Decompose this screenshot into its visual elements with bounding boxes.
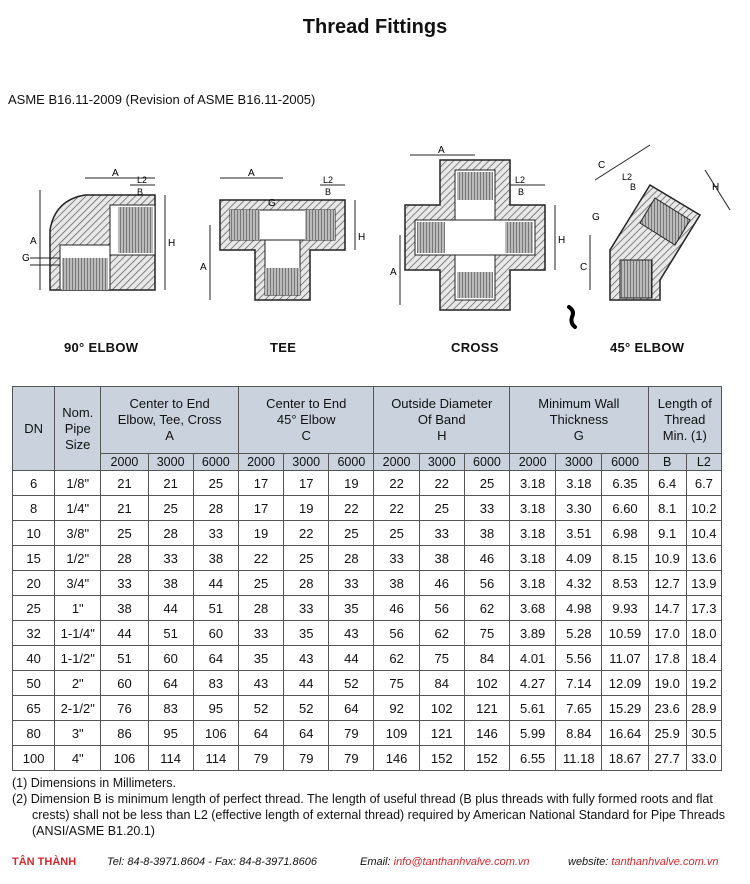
- table-cell: 51: [148, 621, 193, 646]
- table-cell: 38: [193, 546, 238, 571]
- table-cell: 38: [101, 596, 148, 621]
- col-header-dn: DN: [13, 387, 55, 471]
- table-cell: 38: [419, 546, 464, 571]
- svg-text:C: C: [580, 262, 588, 273]
- table-cell: 7.65: [556, 696, 602, 721]
- table-cell: 5.56: [556, 646, 602, 671]
- table-row: [13, 721, 722, 746]
- table-cell: 8.1: [648, 496, 686, 521]
- table-cell: 64: [193, 646, 238, 671]
- col-header-a: Center to End Elbow, Tee, Cross A: [101, 387, 239, 454]
- table-row: [13, 746, 722, 771]
- table-cell: 22: [374, 471, 419, 496]
- table-cell: 3.18: [510, 471, 556, 496]
- cell-nps: 3/4": [55, 571, 101, 596]
- svg-text:L2: L2: [515, 175, 526, 185]
- table-cell: 56: [374, 621, 419, 646]
- table-cell: 43: [329, 621, 374, 646]
- table-cell: 25.9: [648, 721, 686, 746]
- cell-dn: 32: [13, 621, 55, 646]
- cell-nps: 1": [55, 596, 101, 621]
- cell-nps: 3": [55, 721, 101, 746]
- table-cell: 51: [101, 646, 148, 671]
- cell-dn: 8: [13, 496, 55, 521]
- tee-drawing: [200, 168, 365, 300]
- cell-dn: 100: [13, 746, 55, 771]
- svg-text:A: A: [248, 168, 255, 179]
- cell-dn: 10: [13, 521, 55, 546]
- cell-dn: 80: [13, 721, 55, 746]
- table-cell: 25: [238, 571, 283, 596]
- table-cell: 33: [464, 496, 509, 521]
- table-cell: 56: [419, 596, 464, 621]
- table-cell: 23.6: [648, 696, 686, 721]
- table-cell: 152: [464, 746, 509, 771]
- cell-nps: 1/8": [55, 471, 101, 496]
- table-cell: 12.7: [648, 571, 686, 596]
- table-cell: 15.29: [602, 696, 648, 721]
- svg-text:L2: L2: [622, 172, 633, 182]
- label-tee: TEE: [270, 340, 297, 355]
- email-label: Email:: [360, 856, 394, 868]
- table-cell: 28: [238, 596, 283, 621]
- table-cell: 83: [148, 696, 193, 721]
- table-cell: 30.5: [686, 721, 721, 746]
- table-cell: 60: [148, 646, 193, 671]
- table-cell: 19.2: [686, 671, 721, 696]
- table-cell: 75: [419, 646, 464, 671]
- table-cell: 28: [193, 496, 238, 521]
- table-cell: 3.18: [510, 571, 556, 596]
- table-cell: 3.30: [556, 496, 602, 521]
- table-cell: 17.0: [648, 621, 686, 646]
- table-cell: 17: [284, 471, 329, 496]
- table-cell: 25: [329, 521, 374, 546]
- table-cell: 43: [284, 646, 329, 671]
- table-cell: 10.9: [648, 546, 686, 571]
- col-header-h: Outside Diameter Of Band H: [374, 387, 510, 454]
- table-cell: 22: [374, 496, 419, 521]
- table-cell: 75: [464, 621, 509, 646]
- table-cell: 95: [193, 696, 238, 721]
- table-cell: 22: [284, 521, 329, 546]
- table-cell: 102: [419, 696, 464, 721]
- table-cell: 10.4: [686, 521, 721, 546]
- table-cell: 3.68: [510, 596, 556, 621]
- table-cell: 60: [193, 621, 238, 646]
- table-cell: 64: [329, 696, 374, 721]
- table-cell: 86: [101, 721, 148, 746]
- table-cell: 64: [284, 721, 329, 746]
- table-cell: 33: [238, 621, 283, 646]
- standard-subtitle: ASME B16.11-2009 (Revision of ASME B16.11-2005): [8, 92, 316, 107]
- svg-text:B: B: [630, 182, 637, 192]
- table-cell: 19: [238, 521, 283, 546]
- table-body: [13, 471, 722, 771]
- table-cell: 102: [464, 671, 509, 696]
- grade-header-cell: 2000: [101, 454, 148, 471]
- grade-header-cell: 3000: [284, 454, 329, 471]
- table-cell: 13.6: [686, 546, 721, 571]
- website-link[interactable]: tanthanhvalve.com.vn: [611, 856, 719, 868]
- svg-text:G: G: [592, 212, 600, 223]
- table-cell: 3.18: [510, 496, 556, 521]
- table-row: [13, 496, 722, 521]
- table-cell: 12.09: [602, 671, 648, 696]
- table-cell: 106: [101, 746, 148, 771]
- table-cell: 25: [464, 471, 509, 496]
- table-cell: 4.27: [510, 671, 556, 696]
- table-cell: 6.98: [602, 521, 648, 546]
- table-cell: 3.18: [510, 546, 556, 571]
- table-cell: 8.15: [602, 546, 648, 571]
- table-cell: 11.07: [602, 646, 648, 671]
- table-cell: 3.18: [510, 521, 556, 546]
- table-cell: 3.18: [556, 471, 602, 496]
- svg-text:H: H: [558, 235, 566, 246]
- label-90-elbow: 90° ELBOW: [64, 340, 139, 355]
- table-cell: 18.4: [686, 646, 721, 671]
- table-cell: 25: [101, 521, 148, 546]
- table-cell: 25: [193, 471, 238, 496]
- table-cell: 33: [329, 571, 374, 596]
- table-cell: 25: [148, 496, 193, 521]
- dim-label-h: H: [168, 238, 176, 249]
- table-cell: 38: [374, 571, 419, 596]
- grade-header-cell: L2: [686, 454, 721, 471]
- svg-text:B: B: [325, 187, 332, 197]
- cell-dn: 65: [13, 696, 55, 721]
- table-cell: 114: [193, 746, 238, 771]
- table-cell: 25: [419, 496, 464, 521]
- table-cell: 146: [374, 746, 419, 771]
- table-cell: 84: [419, 671, 464, 696]
- table-cell: 109: [374, 721, 419, 746]
- footnotes: [12, 775, 732, 839]
- fitting-drawings: [0, 140, 750, 340]
- label-cross: CROSS: [451, 340, 499, 355]
- table-cell: 52: [284, 696, 329, 721]
- table-cell: 35: [284, 621, 329, 646]
- table-cell: 4.98: [556, 596, 602, 621]
- cell-nps: 1-1/4": [55, 621, 101, 646]
- table-cell: 25: [374, 521, 419, 546]
- table-cell: 10.2: [686, 496, 721, 521]
- grade-header-cell: 6000: [464, 454, 509, 471]
- table-cell: 44: [148, 596, 193, 621]
- table-cell: 52: [238, 696, 283, 721]
- table-cell: 5.28: [556, 621, 602, 646]
- table-cell: 33: [284, 596, 329, 621]
- table-cell: 9.93: [602, 596, 648, 621]
- table-cell: 79: [284, 746, 329, 771]
- table-row: [13, 521, 722, 546]
- table-row: [13, 646, 722, 671]
- table-cell: 19: [284, 496, 329, 521]
- svg-text:H: H: [712, 182, 720, 193]
- table-cell: 6.4: [648, 471, 686, 496]
- table-cell: 21: [101, 496, 148, 521]
- table-cell: 22: [238, 546, 283, 571]
- table-cell: 25: [284, 546, 329, 571]
- table-cell: 44: [284, 671, 329, 696]
- table-row: [13, 621, 722, 646]
- grade-header-cell: 2000: [238, 454, 283, 471]
- cell-dn: 15: [13, 546, 55, 571]
- table-cell: 52: [329, 671, 374, 696]
- table-cell: 6.7: [686, 471, 721, 496]
- table-cell: 17: [238, 471, 283, 496]
- table-cell: 79: [329, 746, 374, 771]
- table-cell: 19.0: [648, 671, 686, 696]
- dim-label-a: A: [30, 236, 37, 247]
- table-cell: 17: [238, 496, 283, 521]
- dim-label-b: B: [137, 187, 144, 197]
- table-cell: 3.89: [510, 621, 556, 646]
- elbow-90-drawing: [22, 168, 175, 290]
- col-header-c: Center to End 45° Elbow C: [238, 387, 374, 454]
- table-cell: 6.35: [602, 471, 648, 496]
- table-cell: 35: [329, 596, 374, 621]
- footer-phone: Tel: 84-8-3971.8604 - Fax: 84-8-3971.8606: [107, 856, 317, 868]
- table-cell: 56: [464, 571, 509, 596]
- svg-text:C: C: [598, 160, 606, 171]
- table-cell: 27.7: [648, 746, 686, 771]
- table-cell: 46: [374, 596, 419, 621]
- table-row: [13, 471, 722, 496]
- svg-text:G: G: [268, 198, 276, 209]
- table-cell: 44: [193, 571, 238, 596]
- table-cell: 4.01: [510, 646, 556, 671]
- cell-nps: 1/4": [55, 496, 101, 521]
- table-cell: 28: [284, 571, 329, 596]
- cell-nps: 4": [55, 746, 101, 771]
- table-cell: 21: [148, 471, 193, 496]
- table-cell: 17.3: [686, 596, 721, 621]
- table-row: [13, 546, 722, 571]
- table-cell: 13.9: [686, 571, 721, 596]
- cell-dn: 40: [13, 646, 55, 671]
- footnote-1: (1) Dimensions in Millimeters.: [12, 776, 176, 790]
- table-cell: 62: [464, 596, 509, 621]
- table-cell: 35: [238, 646, 283, 671]
- svg-text:A: A: [438, 145, 445, 156]
- website-label: website:: [568, 856, 612, 868]
- table-cell: 79: [329, 721, 374, 746]
- table-cell: 18.0: [686, 621, 721, 646]
- table-cell: 62: [419, 621, 464, 646]
- svg-text:B: B: [518, 187, 525, 197]
- table-cell: 114: [148, 746, 193, 771]
- label-45-elbow: 45° ELBOW: [610, 340, 685, 355]
- grade-header-cell: 2000: [374, 454, 419, 471]
- table-cell: 5.99: [510, 721, 556, 746]
- table-cell: 76: [101, 696, 148, 721]
- table-cell: 79: [238, 746, 283, 771]
- cell-nps: 2-1/2": [55, 696, 101, 721]
- table-cell: 60: [101, 671, 148, 696]
- table-cell: 18.67: [602, 746, 648, 771]
- table-cell: 33.0: [686, 746, 721, 771]
- table-cell: 95: [148, 721, 193, 746]
- table-cell: 28: [148, 521, 193, 546]
- grade-header-cell: 6000: [329, 454, 374, 471]
- svg-text:A: A: [200, 262, 207, 273]
- col-header-thread: Length of Thread Min. (1): [648, 387, 721, 454]
- table-cell: 33: [148, 546, 193, 571]
- footnote-2: (2) Dimension B is minimum length of perfect thread. The length of useful thread (B plus threads with fully formed roots and flat crests) shall not be less than L2 (effective length of external thread) required by American National Standard for Pipe Threads (ANSI/ASME B1.20.1): [12, 792, 725, 838]
- table-cell: 7.14: [556, 671, 602, 696]
- elbow-45-drawing: [580, 145, 730, 300]
- cell-dn: 50: [13, 671, 55, 696]
- svg-text:A: A: [390, 267, 397, 278]
- table-cell: 92: [374, 696, 419, 721]
- grade-header-row: [13, 454, 722, 471]
- col-header-nps: Nom. Pipe Size: [55, 387, 101, 471]
- table-cell: 75: [374, 671, 419, 696]
- table-cell: 22: [329, 496, 374, 521]
- table-cell: 33: [419, 521, 464, 546]
- table-cell: 152: [419, 746, 464, 771]
- dim-label-a: A: [112, 168, 119, 179]
- cell-nps: 1-1/2": [55, 646, 101, 671]
- table-cell: 62: [374, 646, 419, 671]
- table-cell: 146: [464, 721, 509, 746]
- table-cell: 28.9: [686, 696, 721, 721]
- dim-label-l2: L2: [137, 175, 148, 185]
- table-cell: 28: [101, 546, 148, 571]
- cell-nps: 2": [55, 671, 101, 696]
- cross-drawing: [390, 145, 565, 310]
- table-cell: 14.7: [648, 596, 686, 621]
- table-cell: 106: [193, 721, 238, 746]
- table-cell: 38: [148, 571, 193, 596]
- table-cell: 19: [329, 471, 374, 496]
- table-cell: 16.64: [602, 721, 648, 746]
- table-cell: 64: [148, 671, 193, 696]
- table-cell: 4.32: [556, 571, 602, 596]
- table-row: [13, 696, 722, 721]
- table-cell: 84: [464, 646, 509, 671]
- mouse-cursor-mark: [566, 305, 580, 329]
- table-cell: 51: [193, 596, 238, 621]
- cell-nps: 3/8": [55, 521, 101, 546]
- grade-header-cell: 3000: [148, 454, 193, 471]
- table-cell: 121: [419, 721, 464, 746]
- svg-text:H: H: [358, 232, 366, 243]
- table-cell: 64: [238, 721, 283, 746]
- table-cell: 11.18: [556, 746, 602, 771]
- dimension-table: [12, 386, 722, 771]
- cell-dn: 20: [13, 571, 55, 596]
- table-cell: 38: [464, 521, 509, 546]
- table-cell: 3.51: [556, 521, 602, 546]
- grade-header-cell: 3000: [419, 454, 464, 471]
- table-cell: 8.84: [556, 721, 602, 746]
- grade-header-cell: 3000: [556, 454, 602, 471]
- table-cell: 5.61: [510, 696, 556, 721]
- table-cell: 83: [193, 671, 238, 696]
- table-cell: 28: [329, 546, 374, 571]
- table-row: [13, 596, 722, 621]
- grade-header-cell: 2000: [510, 454, 556, 471]
- table-cell: 33: [193, 521, 238, 546]
- table-cell: 8.53: [602, 571, 648, 596]
- grade-header-cell: B: [648, 454, 686, 471]
- table-cell: 17.8: [648, 646, 686, 671]
- table-cell: 21: [101, 471, 148, 496]
- email-link[interactable]: info@tanthanhvalve.com.vn: [393, 856, 530, 868]
- table-cell: 121: [464, 696, 509, 721]
- table-cell: 22: [419, 471, 464, 496]
- table-cell: 44: [101, 621, 148, 646]
- table-cell: 10.59: [602, 621, 648, 646]
- grade-header-cell: 6000: [193, 454, 238, 471]
- table-cell: 4.09: [556, 546, 602, 571]
- table-row: [13, 571, 722, 596]
- table-cell: 9.1: [648, 521, 686, 546]
- table-cell: 6.60: [602, 496, 648, 521]
- cell-nps: 1/2": [55, 546, 101, 571]
- table-row: [13, 671, 722, 696]
- svg-text:L2: L2: [323, 175, 334, 185]
- col-header-g: Minimum Wall Thickness G: [510, 387, 649, 454]
- grade-header-cell: 6000: [602, 454, 648, 471]
- cell-dn: 6: [13, 471, 55, 496]
- brand-name: TÂN THÀNH: [12, 856, 77, 868]
- page-title: Thread Fittings: [302, 16, 448, 38]
- table-cell: 46: [464, 546, 509, 571]
- table-cell: 44: [329, 646, 374, 671]
- dim-label-g: G: [22, 253, 30, 264]
- table-cell: 46: [419, 571, 464, 596]
- table-cell: 33: [374, 546, 419, 571]
- table-cell: 43: [238, 671, 283, 696]
- table-cell: 33: [101, 571, 148, 596]
- cell-dn: 25: [13, 596, 55, 621]
- table-cell: 6.55: [510, 746, 556, 771]
